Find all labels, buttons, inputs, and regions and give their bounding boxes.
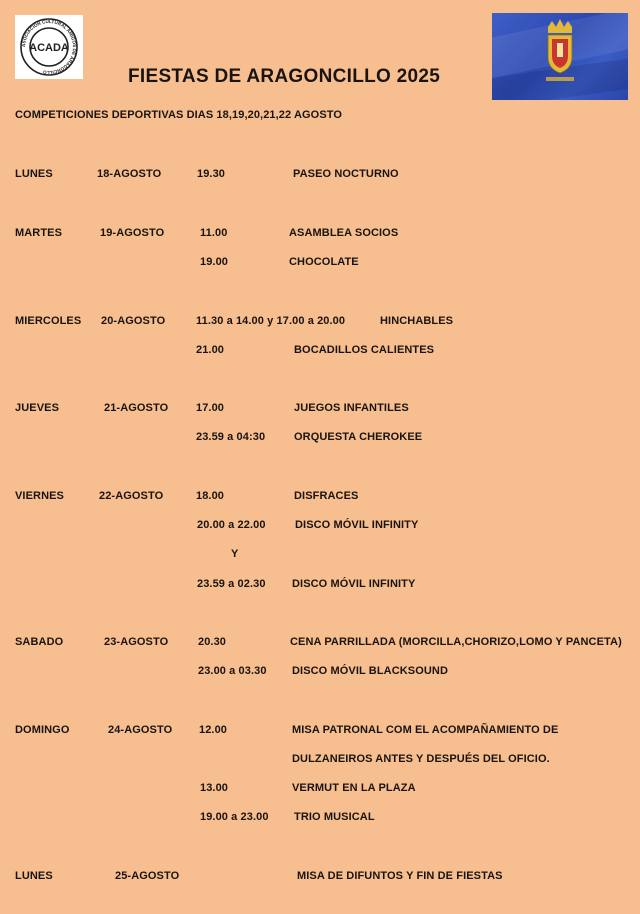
date-label: 24-AGOSTO	[108, 724, 173, 736]
event-activity: DISFRACES	[294, 490, 359, 502]
aragoncillo-coat-of-arms-icon	[492, 13, 628, 100]
page-title: FIESTAS DE ARAGONCILLO 2025	[128, 66, 441, 87]
event-activity: DISCO MÓVIL INFINITY	[292, 578, 416, 590]
event-time: 23.59 a 04:30	[196, 431, 266, 443]
event-time: 18.00	[196, 490, 225, 502]
event-time: 19.30	[197, 168, 226, 180]
date-label: 22-AGOSTO	[99, 490, 164, 502]
day-label: LUNES	[15, 870, 53, 882]
event-activity-continued: DULZANEIROS ANTES Y DESPUÉS DEL OFICIO.	[292, 753, 550, 765]
day-label: JUEVES	[15, 402, 60, 414]
event-activity: JUEGOS INFANTILES	[294, 402, 409, 414]
day-label: MARTES	[15, 227, 63, 239]
event-activity: CENA PARRILLADA (MORCILLA,CHORIZO,LOMO Y PANCETA)	[290, 636, 622, 648]
date-label: 18-AGOSTO	[97, 168, 162, 180]
logo-text: ACADA	[29, 42, 69, 54]
event-activity: DISCO MÓVIL INFINITY	[295, 519, 419, 531]
event-time: 21.00	[196, 344, 225, 356]
day-label: MIERCOLES	[15, 315, 82, 327]
subtitle: COMPETICIONES DEPORTIVAS DIAS 18,19,20,21,22 AGOSTO	[15, 109, 343, 121]
date-label: 23-AGOSTO	[104, 636, 169, 648]
event-time: 19.00 a 23.00	[200, 811, 269, 823]
acada-logo	[15, 15, 83, 79]
date-label: 20-AGOSTO	[101, 315, 166, 327]
event-time: 11.30 a 14.00 y 17.00 a 20.00	[196, 315, 346, 327]
event-time: 23.59 a 02.30	[197, 578, 266, 590]
event-time: 20.30	[198, 636, 227, 648]
flag-image	[492, 13, 628, 100]
event-activity: DISCO MÓVIL BLACKSOUND	[292, 665, 449, 677]
event-time: 13.00	[200, 782, 229, 794]
event-activity: VERMUT EN LA PLAZA	[292, 782, 416, 794]
conjunction-text: Y	[231, 548, 239, 560]
event-activity: CHOCOLATE	[289, 256, 359, 268]
day-label: SABADO	[15, 636, 64, 648]
event-time: 17.00	[196, 402, 225, 414]
date-label: 21-AGOSTO	[104, 402, 169, 414]
date-label: 25-AGOSTO	[115, 870, 180, 882]
event-time: 23.00 a 03.30	[198, 665, 267, 677]
event-activity: BOCADILLOS CALIENTES	[294, 344, 435, 356]
event-time: 19.00	[200, 256, 229, 268]
event-activity: ASAMBLEA SOCIOS	[289, 227, 399, 239]
event-activity: MISA DE DIFUNTOS Y FIN DE FIESTAS	[297, 870, 503, 882]
date-label: 19-AGOSTO	[100, 227, 165, 239]
event-activity: ORQUESTA CHEROKEE	[294, 431, 423, 443]
event-time: 11.00	[200, 227, 228, 239]
day-label: DOMINGO	[15, 724, 70, 736]
event-time: 12.00	[199, 724, 228, 736]
event-activity: TRIO MUSICAL	[294, 811, 375, 823]
event-activity: PASEO NOCTURNO	[293, 168, 399, 180]
day-label: LUNES	[15, 168, 53, 180]
logo-ring-text: ASOCIACIÓN CULTURAL AMIGOS DE ARAGONCILLO	[20, 18, 78, 76]
day-label: VIERNES	[15, 490, 64, 502]
event-activity: HINCHABLES	[380, 315, 454, 327]
event-time: 20.00 a 22.00	[197, 519, 266, 531]
event-activity: MISA PATRONAL COM EL ACOMPAÑAMIENTO DE	[292, 724, 559, 736]
